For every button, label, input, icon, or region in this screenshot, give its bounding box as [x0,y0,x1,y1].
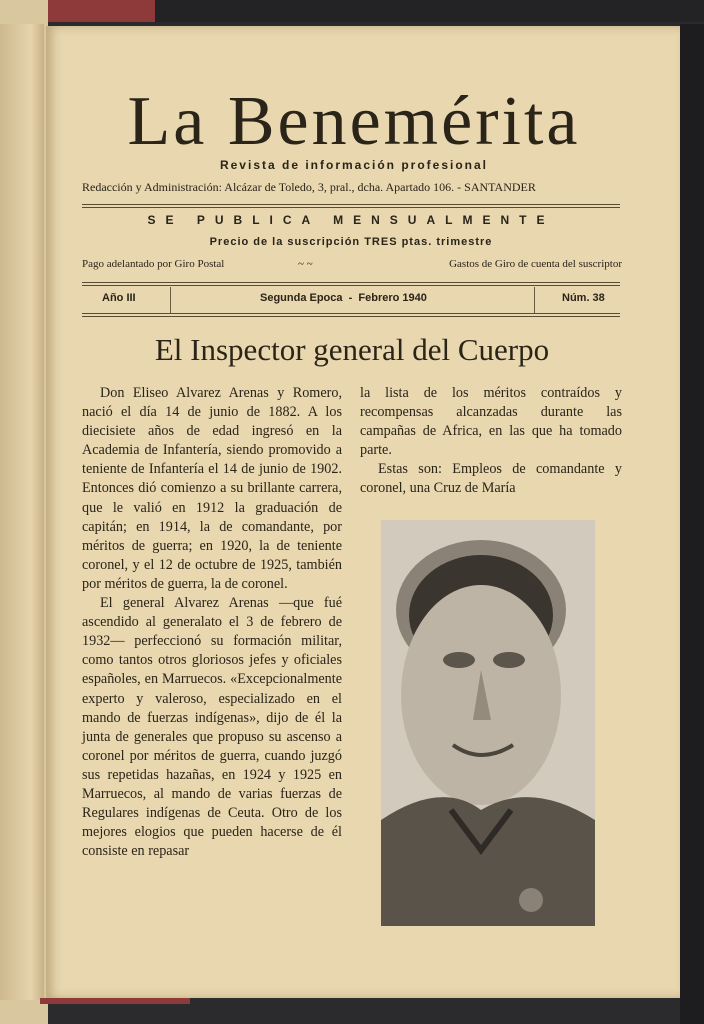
portrait-photo-icon [381,520,595,926]
issue-divider [534,287,535,313]
payment-line [82,258,622,270]
article-headline: El Inspector general del Cuerpo [154,332,550,367]
payment-left: Pago adelantado por Giro Postal [82,258,225,270]
issue-year: Año III [102,292,136,304]
article-left-column [82,384,342,861]
divider-rule [82,207,620,208]
issue-epoch-date: Segunda Epoca - Febrero 1940 [260,292,427,304]
divider-rule [82,204,620,205]
issue-number: Núm. 38 [562,292,605,304]
article-paragraph: Estas son: Empleos de comandante y coronel, una Cruz de María [360,461,622,497]
issue-divider [170,287,171,313]
binding-dark-strip [155,0,704,22]
binding-bottom-strip [40,998,190,1004]
divider-rule [82,285,620,286]
article-paragraph: El general Alvarez Arenas —que fué ascendido al generalato el 3 de febrero de 1932— perfeccionó su formación militar, como tantos otros gloriosos jefes y oficiales españoles, en Marruecos. «Excepcionalmente experto y valeroso, especializado en el mando de fuerzas indígenas», dijo de él la junta de generales que propuso su ascenso a coronel por méritos de guerra, cuando juzgó sus repetidas hazañas, en 1924 y 1925 en Marruecos, al mando de varias fuerzas de Regulares indígenas de Ceuta. Otro de los mejores elogios que pueden hacerse de él consiste en repasar [82,595,342,860]
background-edge [680,24,704,1024]
masthead-subtitle: Revista de información profesional [219,158,489,172]
article-paragraph: Don Eliseo Alvarez Arenas y Romero, nació el día 14 de junio de 1882. A los diecisiete años de edad ingresó en la Academia de Infantería, siendo promovido a teniente de Infantería el 14 de junio de 1902. Entonces dió comienzo a su brillante carrera, que le valió en 1912 la graduación de capitán; en 1914, la de comandante, por méritos de guerra; en 1920, la de teniente coronel, y el 12 de octubre de 1925, también por méritos de guerra, la de coronel. [82,385,342,592]
article-right-column [360,384,622,499]
issue-info-bar [82,287,620,313]
price-line: Precio de la suscripción TRES ptas. trimestre [209,236,493,248]
masthead-title: La Benemérita [127,83,581,160]
payment-right: Gastos de Giro de cuenta del suscriptor [449,258,622,270]
divider-rule [82,282,620,283]
article-paragraph: la lista de los méritos contraídos y recompensas alcanzadas durante las campañas de Africa, en las que ha tomado parte. [360,385,622,459]
divider-rule [82,316,620,317]
frequency-line: SE PUBLICA MENSUALMENTE [147,213,555,227]
previous-page-edge [0,24,44,1000]
payment-ornament: ~ ~ [298,258,313,270]
address-line: Redacción y Administración: Alcázar de Toledo, 3, pral., dcha. Apartado 106. - SANTANDER [82,180,536,194]
divider-rule [82,313,620,314]
